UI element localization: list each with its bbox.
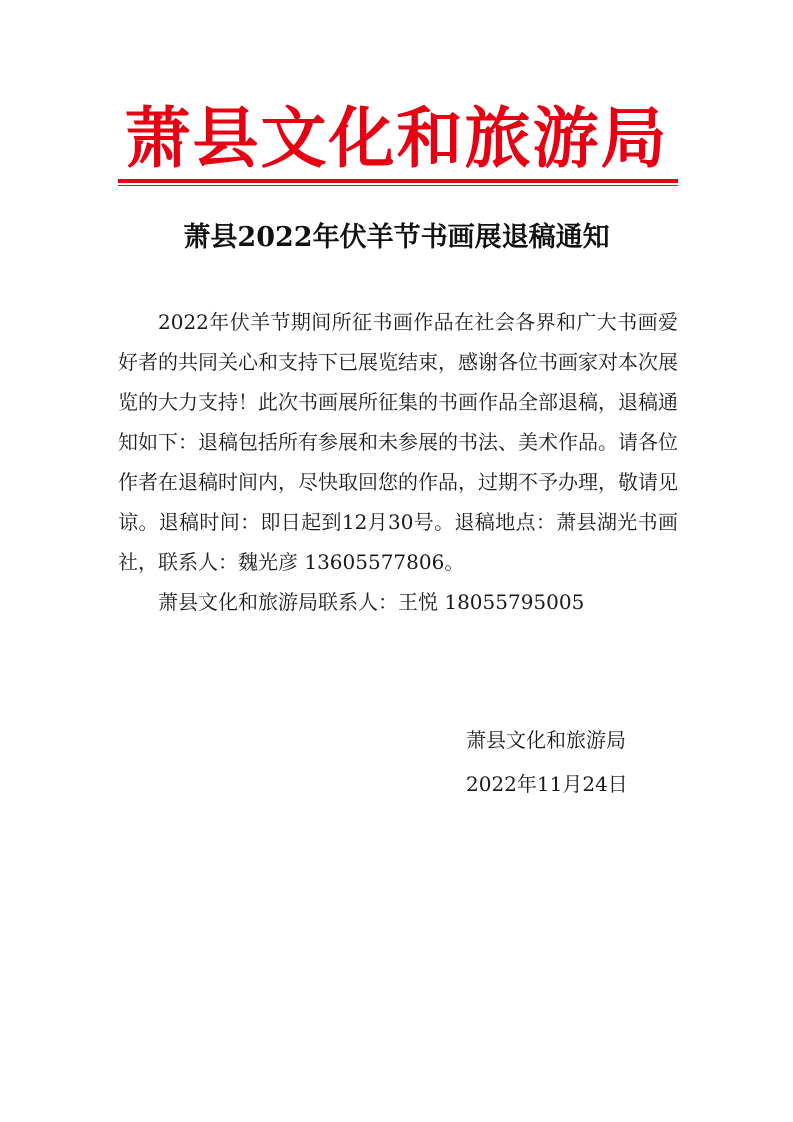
signature-issuer: 萧县文化和旅游局: [466, 728, 626, 752]
masthead-title: 萧县文化和旅游局: [124, 99, 669, 177]
masthead-divider-thick: [118, 179, 678, 183]
notice-body: [118, 302, 678, 622]
notice-paragraph-main: 2022年伏羊节期间所征书画作品在社会各界和广大书画爱好者的共同关心和支持下已展览结束，感谢各位书画家对本次展览的大力支持！此次书画展所征集的书画作品全部退稿，退稿通知如下：退稿包括所有参展和未参展的书法、美术作品。请各位作者在退稿时间内，尽快取回您的作品，过期不予办理，敬请见谅。退稿时间：即日起到12月30号。退稿地点：萧县湖光书画社，联系人：魏光彦 13605577806。: [118, 310, 678, 574]
notice-paragraph-contact: 萧县文化和旅游局联系人：王悦 18055795005: [158, 590, 585, 614]
notice-title: 萧县2022年伏羊节书画展退稿通知: [183, 222, 610, 253]
signature-block: [466, 718, 686, 806]
signature-date: 2022年11月24日: [466, 772, 628, 796]
masthead-divider-thin: [118, 185, 678, 186]
